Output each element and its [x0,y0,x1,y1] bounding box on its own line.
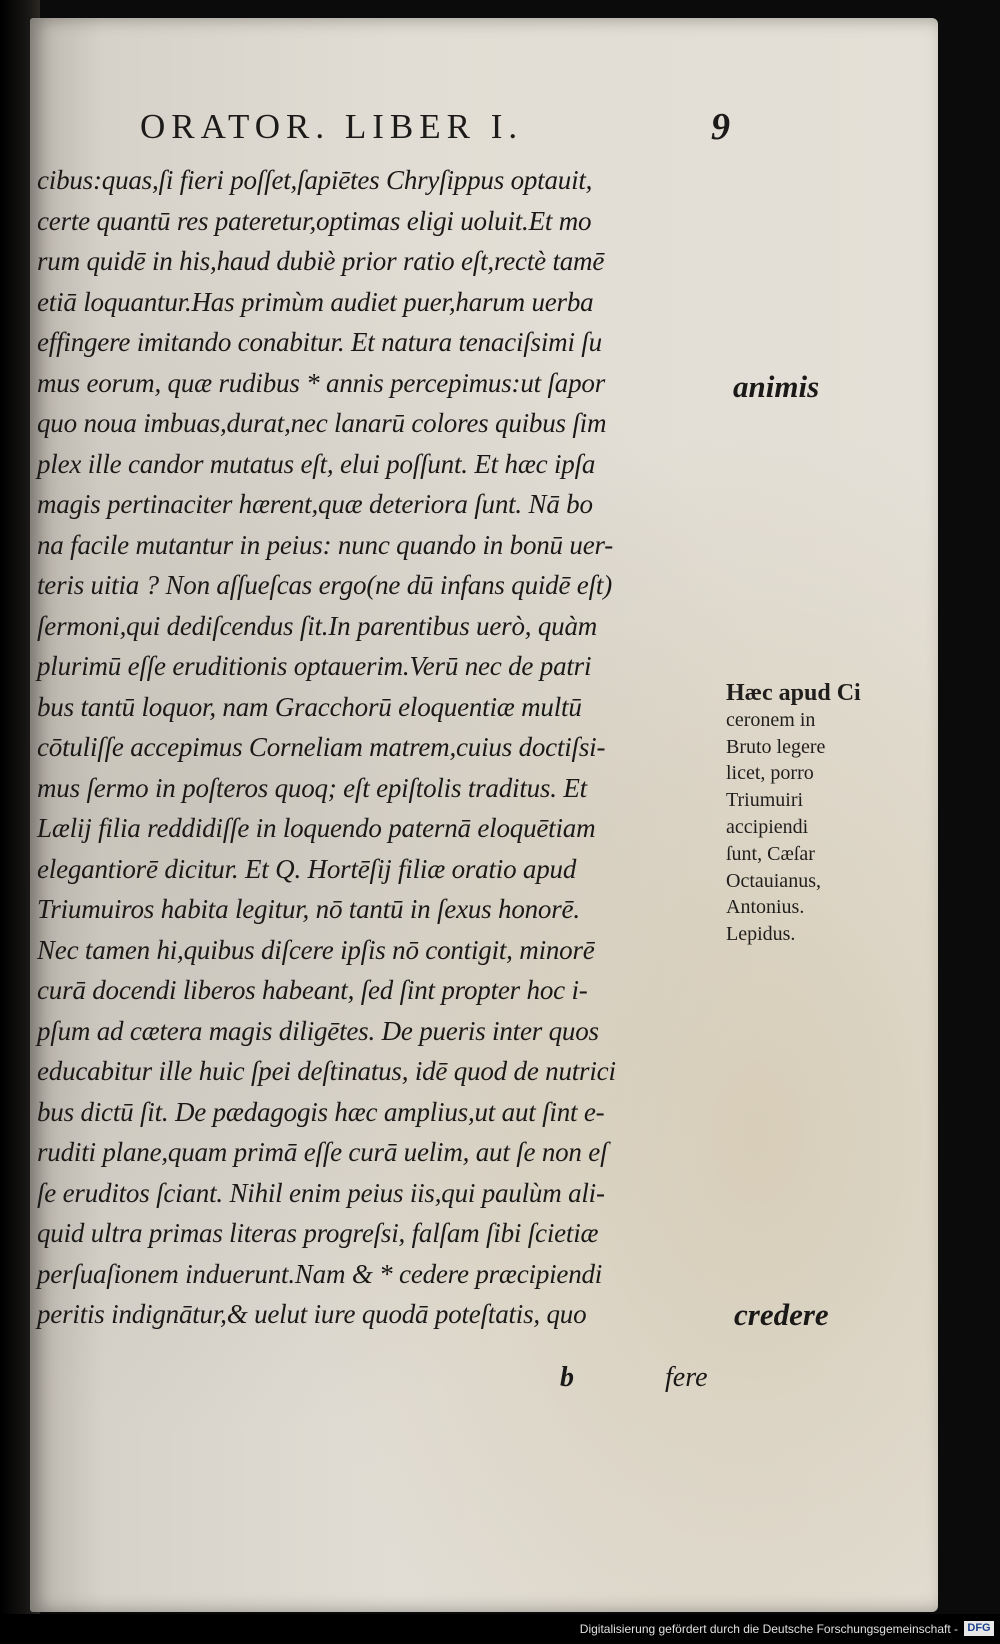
signature-mark: b [560,1362,574,1393]
text-line: ſermoni,qui dediſcendus ſit.In parentibus uerò, quàm [37,610,598,641]
margin-note-line: accipiendi [726,815,809,838]
margin-note-line: Hæc apud Ci [726,680,861,706]
text-line: cōtuliſſe accepimus Corneliam matrem,cuius doctiſsi- [37,732,606,762]
text-line: ruditi plane,quam primā eſſe curā uelim, aut ſe non eſ [37,1137,608,1167]
text-line: Lælij filia reddidiſſe in loquendo paternā eloquētiam [37,813,596,843]
margin-note-line: Bruto legere [726,735,826,758]
text-line: curā docendi liberos habeant, ſed ſint propter hoc i- [37,975,588,1005]
margin-note-line: Lepidus. [726,923,796,946]
catchword-line [560,1362,720,1402]
text-line: mus eorum, quæ rudibus * annis percepimus:ut ſapor [37,367,605,398]
dfg-logo: DFG [964,1621,994,1636]
text-line: quo noua imbuas,durat,nec lanarū colores quibus ſim [37,408,607,438]
text-line: etiā loquantur.Has primùm audiet puer,harum uerba [37,286,594,317]
text-line: certe quantū res pateretur,optimas eligi uoluit.Et mo [37,205,592,236]
text-line: na facile mutantur in peius: nunc quando in bonū uer- [37,529,614,560]
text-line: peritis indignātur,& uelut iure quodā poteſtatis, quo [37,1299,587,1329]
margin-gloss-animis: animis [733,369,820,404]
text-line: Triumuiros habita legitur, nō tantū in ſexus honorē. [37,894,580,924]
body-text [37,160,727,1335]
margin-note-line: Antonius. [726,896,805,919]
text-line: educabitur ille huic ſpei deſtinatus, idē quod de nutrici [37,1056,616,1086]
text-line: mus ſermo in poſteros quoq; eſt epiſtolis traditus. Et [37,772,587,803]
margin-note-line: ſunt, Cæſar [726,842,815,865]
text-line: quid ultra primas literas progreſsi, falſam ſibi ſcietiæ [37,1218,599,1248]
page-number: 9 [711,106,730,148]
footer-credit: Digitalisierung gefördert durch die Deutsche Forschungsgemeinschaft - [579,1622,958,1636]
text-line: Nec tamen hi,quibus diſcere ipſis nō contigit, minorē [37,934,595,965]
margin-note-line: licet, porro [726,762,814,785]
text-line: rum quidē in his,haud dubiè prior ratio eſt,rectè tamē [37,246,605,276]
text-line: plex ille candor mutatus eſt, elui poſſunt. Et hæc ipſa [37,448,596,479]
text-line: effingere imitando conabitur. Et natura tenaciſsimi ſu [37,327,602,357]
margin-note-line: ceronem in [726,708,816,731]
text-line: cibus:quas,ſi fieri poſſet,ſapiētes Chryſippus optauit, [37,165,593,195]
text-line: bus dictū ſit. De pædagogis hæc amplius,ut aut ſint e- [37,1096,605,1127]
margin-note-line: Triumuiri [726,789,804,812]
running-title: ORATOR. LIBER I. [140,107,524,146]
text-line: ſe eruditos ſciant. Nihil enim peius iis,qui paulùm ali- [37,1177,605,1208]
text-line: pſum ad cætera magis diligētes. De pueris inter quos [37,1015,599,1046]
text-line: magis pertinaciter hærent,quæ deteriora ſunt. Nā bo [37,489,593,519]
text-line: perſuaſionem induerunt.Nam & * cedere præcipiendi [37,1258,603,1289]
footer-bar [0,1614,1000,1644]
text-line: bus tantū loquor, nam Gracchorū eloquentiæ multū [37,691,582,722]
margin-gloss-credere: credere [734,1297,829,1332]
text-line: elegantiorē dicitur. Et Q. Hortēſij filiæ oratio apud [37,853,577,884]
running-header [140,107,730,147]
text-line: teris uitia ? Non aſſueſcas ergo(ne dū infans quidē eſt) [37,570,612,600]
margin-note [726,680,866,948]
margin-note-line: Octauianus, [726,869,821,892]
text-line: plurimū eſſe eruditionis optauerim.Verū nec de patri [37,651,592,681]
catchword: fere [665,1362,708,1393]
